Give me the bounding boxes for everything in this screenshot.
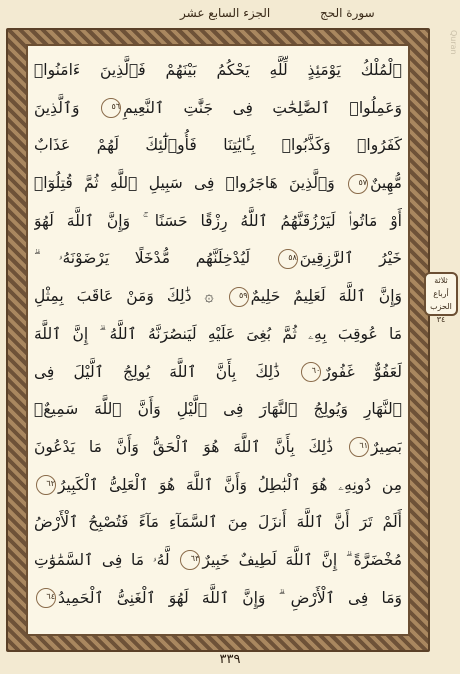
hizb-quarter-label: ثلاثة أرباع: [433, 276, 449, 298]
verse-line: [34, 240, 402, 278]
ayah-number-marker: ٥٧: [348, 174, 368, 194]
ayah-number-marker: ٦٣: [180, 550, 200, 570]
verse-text: لَيُدْخِلَنَّهُم مُّدْخَلًا يَرْضَوْنَهُۥ ۗ: [34, 249, 276, 268]
verse-line: [34, 316, 402, 354]
ayah-number-marker: ٥٨: [278, 249, 298, 269]
side-watermark: Quran: [449, 30, 458, 55]
verse-text: مَا عُوقِبَ بِهِۦ ثُمَّ بُغِىَ عَلَيْهِ لَيَنصُرَنَّهُ ٱللَّهُ ۗ إِنَّ ٱللَّهَ: [34, 324, 402, 343]
verse-text: وَإِنَّ ٱللَّهَ لَعَلِيمٌ حَلِيمٌ: [250, 287, 402, 306]
verse-text: ذَٰلِكَ بِأَنَّ ٱللَّهَ هُوَ ٱلْحَقُّ وَأَنَّ مَا يَدْعُونَ: [34, 437, 347, 456]
ayah-number-marker: ٦٠: [301, 362, 321, 382]
verse-text: مُّهِينٌ: [370, 174, 402, 193]
hizb-number: ٣٤: [436, 315, 446, 324]
surah-title: سورة الحج: [320, 6, 375, 20]
verse-text: ٱلْمُلْكُ يَوْمَئِذٍ لِّلَّهِ يَحْكُمُ بَيْنَهُمْ فَٱلَّذِينَ ءَامَنُوا۟: [34, 61, 402, 79]
verse-line: [34, 542, 402, 580]
verse-text: مِن دُونِهِۦ هُوَ ٱلْبَٰطِلُ وَأَنَّ ٱللَّهَ هُوَ ٱلْعَلِىُّ ٱلْكَبِيرُ: [58, 475, 402, 494]
verse-line: [34, 52, 402, 90]
verse-text: خَيْرُ ٱلرَّٰزِقِينَ: [299, 249, 402, 268]
verse-line: [34, 467, 402, 505]
hizb-label: الحزب: [430, 302, 452, 311]
verse-line: [34, 90, 402, 128]
verse-text: مُخْضَرَّةً ۗ إِنَّ ٱللَّهَ لَطِيفٌ خَبِيرٌ: [202, 550, 402, 569]
verse-text: ٱلنَّهَارِ وَيُولِجُ ٱلنَّهَارَ فِى ٱلَّيْلِ وَأَنَّ ٱللَّهَ سَمِيعٌۢ: [34, 400, 402, 419]
verse-text: وَمَا فِى ٱلْأَرْضِ ۗ وَإِنَّ ٱللَّهَ لَهُوَ ٱلْغَنِىُّ ٱلْحَمِيدُ: [58, 588, 402, 607]
verse-text: وَٱلَّذِينَ: [34, 98, 100, 117]
ayah-number-marker: ٦٤: [36, 588, 56, 608]
ayah-number-marker: ٦١: [349, 437, 369, 457]
verse-line: [34, 354, 402, 392]
page-number: ٣٣٩: [219, 652, 241, 667]
verse-text: لَّهُۥ مَا فِى ٱلسَّمَٰوَٰتِ: [34, 550, 179, 569]
verse-text: وَعَمِلُوا۟ ٱلصَّٰلِحَٰتِ فِى جَنَّٰتِ ٱلنَّعِيمِ: [123, 98, 402, 117]
verse-text: أَوْ مَاتُوا۟ لَيَرْزُقَنَّهُمُ ٱللَّهُ رِزْقًا حَسَنًا ۚ وَإِنَّ ٱللَّهَ لَهُوَ: [34, 211, 402, 230]
verse-text: ۞ ذَٰلِكَ وَمَنْ عَاقَبَ بِمِثْلِ: [34, 287, 227, 306]
verse-text: وَٱلَّذِينَ هَاجَرُوا۟ فِى سَبِيلِ ٱللَّهِ ثُمَّ قُتِلُوٓا۟: [34, 174, 347, 193]
verse-lines: [34, 52, 402, 617]
verse-text: أَلَمْ تَرَ أَنَّ ٱللَّهَ أَنزَلَ مِنَ ٱلسَّمَآءِ مَآءً فَتُصْبِحُ ٱلْأَرْضُ: [34, 513, 402, 532]
ayah-number-marker: ٥٩: [229, 287, 249, 307]
verse-line: [34, 278, 402, 316]
page-header: [0, 4, 460, 26]
verse-text: كَفَرُوا۟ وَكَذَّبُوا۟ بِـَٔايَٰتِنَا فَأُو۟لَٰٓئِكَ لَهُمْ عَذَابٌ: [34, 136, 402, 155]
verse-line: [34, 580, 402, 618]
ayah-number-marker: ٦٢: [36, 475, 56, 495]
verse-line: [34, 504, 402, 542]
verse-line: [34, 391, 402, 429]
ayah-number-marker: ٥٦: [101, 98, 121, 118]
verse-line: [34, 203, 402, 241]
verse-line: [34, 127, 402, 165]
hizb-marker-badge: [424, 272, 458, 324]
juz-title: الجزء السابع عشر: [180, 6, 271, 20]
verse-text: بَصِيرٌ: [371, 437, 402, 456]
verse-text: لَعَفُوٌّ غَفُورٌ: [323, 362, 402, 381]
verse-line: [34, 429, 402, 467]
verse-text: ذَٰلِكَ بِأَنَّ ٱللَّهَ يُولِجُ ٱلَّيْلَ فِى: [34, 362, 300, 381]
verse-line: [34, 165, 402, 203]
